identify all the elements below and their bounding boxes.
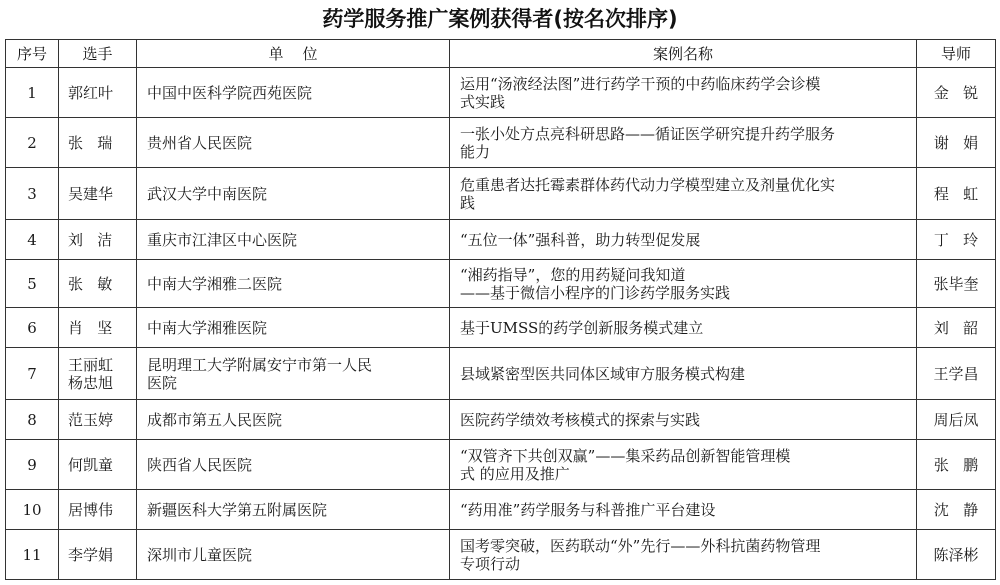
c-unit-text: 陕西省人民医院 [147, 455, 253, 474]
table-row [6, 348, 996, 400]
table-row [6, 490, 996, 530]
c-mentor-text: 程 虹 [933, 184, 979, 203]
c-case-line: 践 [460, 193, 476, 212]
c-case-line: 运用“汤液经法图”进行药学干预的中药临床药学会诊模 [460, 74, 821, 93]
cell-player [59, 348, 137, 400]
cell-mentor [917, 68, 996, 118]
c-seq-text: 1 [27, 83, 37, 102]
c-seq-text: 6 [27, 318, 37, 337]
table-row [6, 530, 996, 580]
c-mentor-text: 王学昌 [933, 364, 979, 383]
cell-mentor [917, 220, 996, 260]
c-case-line: “药用准”药学服务与科普推广平台建设 [460, 500, 716, 519]
c-seq-text: 5 [27, 274, 37, 293]
table-row [6, 260, 996, 308]
cell-mentor [917, 308, 996, 348]
c-seq-text: 11 [22, 545, 42, 564]
c-name-text: 范玉婷 [68, 410, 114, 429]
c-unit-text: 重庆市江津区中心医院 [147, 230, 298, 249]
cell-mentor [917, 530, 996, 580]
cell-player [59, 400, 137, 440]
header-unit-text: 单 位 [268, 45, 318, 63]
c-mentor-text: 丁 玲 [933, 230, 979, 249]
c-name-text: 居博伟 [68, 500, 114, 519]
header-case: 案例名称 [450, 40, 917, 68]
table-row [6, 68, 996, 118]
cell-seq [6, 168, 59, 220]
c-seq-text: 3 [27, 184, 37, 203]
cell-seq [6, 308, 59, 348]
table-row [6, 440, 996, 490]
c-unit-text: 中南大学湘雅二医院 [147, 274, 283, 293]
header-player: 选手 [59, 40, 137, 68]
cell-mentor [917, 260, 996, 308]
table-row [6, 308, 996, 348]
cell-player [59, 440, 137, 490]
c-case-line: 医院药学绩效考核模式的探索与实践 [460, 410, 701, 429]
c-mentor-text: 刘 韶 [933, 318, 979, 337]
cell-unit [137, 400, 450, 440]
c-unit-text: 贵州省人民医院 [147, 133, 253, 152]
cell-mentor [917, 348, 996, 400]
cell-seq [6, 68, 59, 118]
cell-unit [137, 530, 450, 580]
header-seq: 序号 [6, 40, 59, 68]
cell-seq [6, 118, 59, 168]
c-case-line: 县域紧密型医共同体区域审方服务模式构建 [460, 364, 746, 383]
cell-seq [6, 490, 59, 530]
c-name-text: 李学娟 [68, 545, 114, 564]
c-name-text: 吴建华 [68, 184, 114, 203]
cell-seq [6, 440, 59, 490]
cell-unit [137, 440, 450, 490]
table-row [6, 168, 996, 220]
cell-player [59, 168, 137, 220]
c-mentor-text: 张毕奎 [933, 274, 979, 293]
cell-unit [137, 308, 450, 348]
cell-mentor [917, 168, 996, 220]
c-unit-text: 武汉大学中南医院 [147, 184, 268, 203]
c-case-line: 式实践 [460, 92, 506, 111]
c-seq-text: 9 [27, 455, 37, 474]
c-mentor-text: 周后凤 [933, 410, 979, 429]
c-unit-line: 昆明理工大学附属安宁市第一人民 [147, 355, 373, 374]
cell-unit [137, 168, 450, 220]
c-mentor-text: 谢 娟 [933, 133, 979, 152]
cell-mentor [917, 490, 996, 530]
c-name-line: 王丽虹 [68, 355, 114, 374]
cell-unit [137, 348, 450, 400]
c-seq-text: 2 [27, 133, 37, 152]
cell-unit [137, 118, 450, 168]
c-name-text: 何凯童 [68, 455, 114, 474]
cell-case [450, 348, 917, 400]
table-body [6, 68, 996, 580]
cell-case [450, 308, 917, 348]
table-row [6, 400, 996, 440]
cell-case [450, 490, 917, 530]
cell-seq [6, 530, 59, 580]
cell-player [59, 490, 137, 530]
table-row [6, 220, 996, 260]
cell-unit [137, 220, 450, 260]
c-seq-text: 4 [27, 230, 37, 249]
cell-unit [137, 260, 450, 308]
c-name-text: 肖 坚 [68, 318, 113, 337]
c-mentor-text: 张 鹏 [933, 455, 979, 474]
c-case-line: 危重患者达托霉素群体药代动力学模型建立及剂量优化实 [460, 175, 836, 194]
cell-player [59, 118, 137, 168]
c-case-line: 能力 [460, 142, 491, 161]
document-title: 药学服务推广案例获得者(按名次排序) [322, 7, 678, 31]
cell-case [450, 220, 917, 260]
c-unit-text: 中国中医科学院西苑医院 [147, 83, 313, 102]
cell-case [450, 168, 917, 220]
table-header-row [6, 40, 996, 68]
cell-player [59, 260, 137, 308]
c-name-text: 张 敏 [68, 274, 113, 293]
table-row [6, 118, 996, 168]
c-seq-text: 8 [27, 410, 37, 429]
c-case-line: “五位一体”强科普，助力转型促发展 [460, 230, 701, 249]
cell-mentor [917, 400, 996, 440]
c-mentor-text: 陈泽彬 [933, 545, 979, 564]
c-seq-text: 7 [27, 364, 37, 383]
cell-seq [6, 260, 59, 308]
c-unit-line: 医院 [147, 373, 178, 392]
cell-seq [6, 220, 59, 260]
c-mentor-text: 沈 静 [933, 500, 979, 519]
c-name-text: 郭红叶 [68, 83, 114, 102]
cell-player [59, 68, 137, 118]
c-unit-text: 中南大学湘雅医院 [147, 318, 268, 337]
c-case-line: 式 的应用及推广 [460, 464, 570, 483]
cell-seq [6, 348, 59, 400]
c-unit-text: 深圳市儿童医院 [147, 545, 253, 564]
c-case-line: 基于UMSS的药学创新服务模式建立 [460, 318, 704, 337]
cell-player [59, 220, 137, 260]
cell-case [450, 260, 917, 308]
c-case-line: “湘药指导”，您的用药疑问我知道 [460, 265, 686, 284]
cell-player [59, 530, 137, 580]
cell-case [450, 440, 917, 490]
c-mentor-text: 金 锐 [933, 83, 979, 102]
cell-mentor [917, 118, 996, 168]
cell-unit [137, 490, 450, 530]
cell-unit [137, 68, 450, 118]
cell-seq [6, 400, 59, 440]
cell-case [450, 530, 917, 580]
c-seq-text: 10 [22, 500, 42, 519]
cell-mentor [917, 440, 996, 490]
header-mentor: 导师 [917, 40, 996, 68]
c-case-line: 专项行动 [460, 554, 521, 573]
c-case-line: 国考零突破，医药联动“外”先行——外科抗菌药物管理 [460, 536, 821, 555]
c-unit-text: 成都市第五人民医院 [147, 410, 283, 429]
c-name-text: 张 瑞 [68, 133, 113, 152]
c-unit-text: 新疆医科大学第五附属医院 [147, 500, 328, 519]
c-name-text: 刘 洁 [68, 230, 113, 249]
c-case-line: ——基于微信小程序的门诊药学服务实践 [460, 283, 731, 302]
awards-table [5, 39, 996, 580]
c-name-line: 杨忠旭 [68, 373, 114, 392]
c-case-line: 一张小处方点亮科研思路——循证医学研究提升药学服务 [460, 124, 836, 143]
header-unit [137, 40, 450, 68]
c-case-line: “双管齐下共创双赢”——集采药品创新智能管理模 [460, 446, 791, 465]
cell-case [450, 68, 917, 118]
cell-case [450, 118, 917, 168]
cell-player [59, 308, 137, 348]
cell-case [450, 400, 917, 440]
